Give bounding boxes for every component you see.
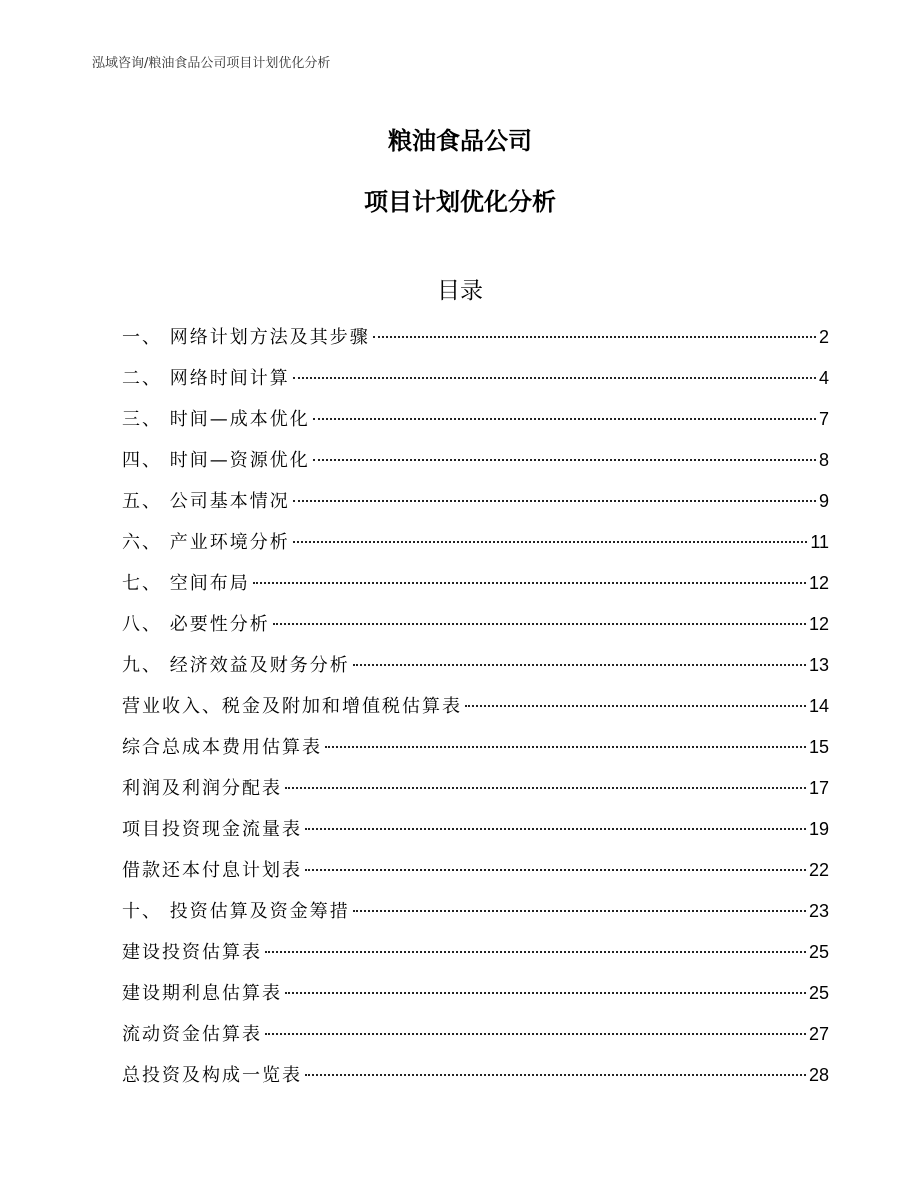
toc-page-number: 7 bbox=[818, 409, 829, 429]
toc-dot-leader bbox=[305, 828, 806, 830]
table-of-contents bbox=[122, 323, 829, 1102]
toc-entry-title: 五、 公司基本情况 bbox=[122, 491, 290, 512]
toc-entry-title: 借款还本付息计划表 bbox=[122, 860, 302, 881]
toc-entry[interactable] bbox=[122, 774, 829, 815]
toc-page-number: 14 bbox=[808, 696, 829, 716]
toc-entry-title: 七、 空间布局 bbox=[122, 573, 250, 594]
toc-entry[interactable] bbox=[122, 733, 829, 774]
toc-page-number: 8 bbox=[818, 450, 829, 470]
toc-entry[interactable] bbox=[122, 364, 829, 405]
toc-dot-leader bbox=[325, 746, 806, 748]
toc-page-number: 17 bbox=[808, 778, 829, 798]
toc-page-number: 19 bbox=[808, 819, 829, 839]
toc-entry-title: 建设投资估算表 bbox=[122, 942, 262, 963]
toc-page-number: 15 bbox=[808, 737, 829, 757]
toc-page-number: 25 bbox=[808, 942, 829, 962]
toc-entry[interactable] bbox=[122, 938, 829, 979]
toc-entry[interactable] bbox=[122, 487, 829, 528]
toc-entry[interactable] bbox=[122, 692, 829, 733]
toc-heading: 目录 bbox=[437, 278, 483, 304]
toc-page-number: 13 bbox=[808, 655, 829, 675]
toc-page-number: 27 bbox=[808, 1024, 829, 1044]
toc-page-number: 9 bbox=[818, 491, 829, 511]
toc-page-number: 2 bbox=[818, 327, 829, 347]
toc-entry-title: 九、 经济效益及财务分析 bbox=[122, 655, 350, 676]
toc-entry-title: 六、 产业环境分析 bbox=[122, 532, 290, 553]
toc-dot-leader bbox=[305, 869, 806, 871]
toc-entry[interactable] bbox=[122, 897, 829, 938]
toc-entry-title: 流动资金估算表 bbox=[122, 1024, 262, 1045]
toc-dot-leader bbox=[313, 459, 816, 461]
toc-dot-leader bbox=[265, 951, 806, 953]
toc-dot-leader bbox=[353, 910, 806, 912]
toc-page-number: 12 bbox=[808, 614, 829, 634]
toc-entry[interactable] bbox=[122, 856, 829, 897]
toc-dot-leader bbox=[253, 582, 806, 584]
toc-dot-leader bbox=[305, 1074, 806, 1076]
toc-entry-title: 三、 时间—成本优化 bbox=[122, 409, 310, 430]
toc-dot-leader bbox=[465, 705, 806, 707]
toc-entry[interactable] bbox=[122, 528, 829, 569]
toc-entry-title: 营业收入、税金及附加和增值税估算表 bbox=[122, 696, 462, 717]
toc-page-number: 12 bbox=[808, 573, 829, 593]
toc-entry[interactable] bbox=[122, 1061, 829, 1102]
toc-dot-leader bbox=[373, 336, 816, 338]
toc-entry[interactable] bbox=[122, 815, 829, 856]
toc-dot-leader bbox=[293, 541, 808, 543]
toc-entry[interactable] bbox=[122, 405, 829, 446]
toc-entry-title: 建设期利息估算表 bbox=[122, 983, 282, 1004]
toc-dot-leader bbox=[265, 1033, 806, 1035]
toc-entry-title: 综合总成本费用估算表 bbox=[122, 737, 322, 758]
toc-entry[interactable] bbox=[122, 1020, 829, 1061]
toc-dot-leader bbox=[293, 500, 816, 502]
toc-page-number: 4 bbox=[818, 368, 829, 388]
toc-dot-leader bbox=[293, 377, 816, 379]
toc-dot-leader bbox=[313, 418, 816, 420]
toc-entry-title: 四、 时间—资源优化 bbox=[122, 450, 310, 471]
toc-entry-title: 二、 网络时间计算 bbox=[122, 368, 290, 389]
toc-entry[interactable] bbox=[122, 569, 829, 610]
running-header: 泓域咨询/粮油食品公司项目计划优化分析 bbox=[92, 56, 331, 71]
toc-entry[interactable] bbox=[122, 610, 829, 651]
toc-dot-leader bbox=[353, 664, 806, 666]
toc-dot-leader bbox=[273, 623, 806, 625]
document-subtitle: 项目计划优化分析 bbox=[364, 188, 556, 216]
toc-entry-title: 十、 投资估算及资金筹措 bbox=[122, 901, 350, 922]
toc-entry-title: 项目投资现金流量表 bbox=[122, 819, 302, 840]
toc-page-number: 28 bbox=[808, 1065, 829, 1085]
toc-entry[interactable] bbox=[122, 323, 829, 364]
toc-entry-title: 总投资及构成一览表 bbox=[122, 1065, 302, 1086]
toc-dot-leader bbox=[285, 992, 806, 994]
toc-entry-title: 利润及利润分配表 bbox=[122, 778, 282, 799]
toc-dot-leader bbox=[285, 787, 806, 789]
toc-page-number: 11 bbox=[810, 532, 829, 552]
document-title: 粮油食品公司 bbox=[388, 127, 532, 155]
toc-entry[interactable] bbox=[122, 979, 829, 1020]
toc-entry-title: 八、 必要性分析 bbox=[122, 614, 270, 635]
toc-entry-title: 一、 网络计划方法及其步骤 bbox=[122, 327, 370, 348]
toc-page-number: 25 bbox=[808, 983, 829, 1003]
toc-entry[interactable] bbox=[122, 651, 829, 692]
toc-entry[interactable] bbox=[122, 446, 829, 487]
toc-page-number: 23 bbox=[808, 901, 829, 921]
toc-page-number: 22 bbox=[808, 860, 829, 880]
